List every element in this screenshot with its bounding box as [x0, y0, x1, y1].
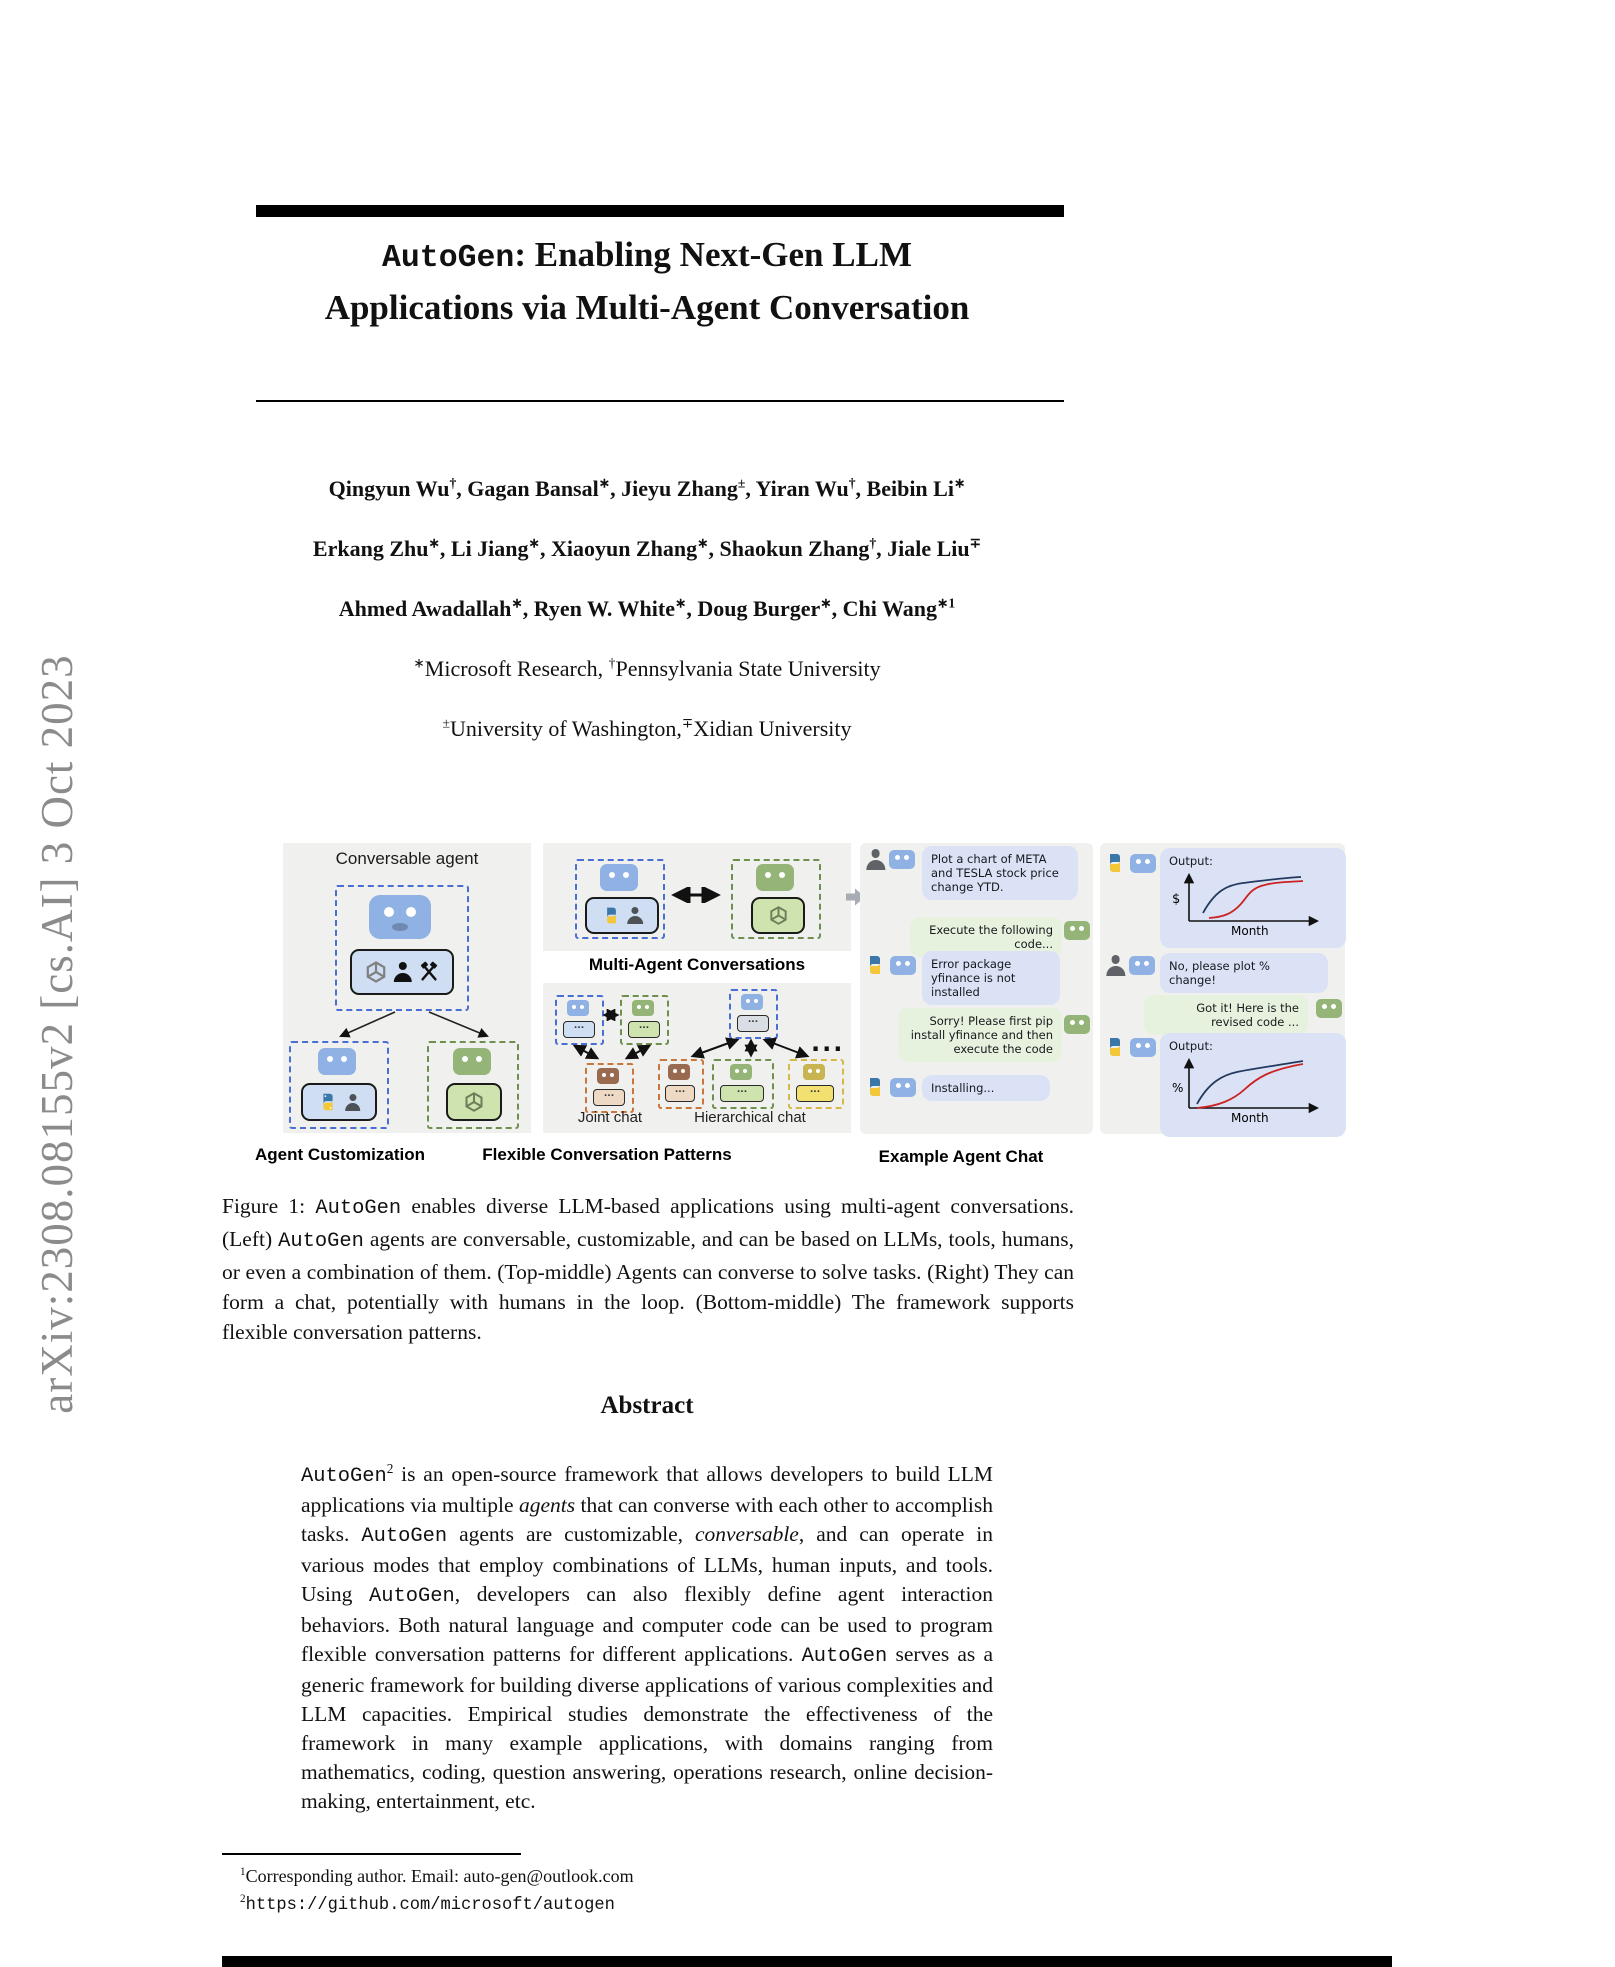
chat-bubble-output — [1160, 848, 1346, 948]
figure-1-caption: Figure 1: AutoGen enables diverse LLM-based applications using multi-agent conversations. (Left) AutoGen agents are conversable, customizable, and can be based on LLMs, tools, humans, or even a combination of them. (Top-middle) Agents can converse to solve tasks. (Right) They can form a chat, potentially with humans in the loop. (Bottom-middle) The framework supports flexible conversation patterns. — [222, 1194, 1075, 1344]
openai-icon — [364, 960, 388, 984]
chat-panel-left — [860, 843, 1093, 1134]
robot-icon-green — [730, 1064, 752, 1080]
robot-icon-blue — [741, 994, 763, 1010]
human-icon — [344, 1094, 361, 1111]
mini-badge: ... — [665, 1085, 695, 1102]
percent-chart — [1169, 1054, 1329, 1124]
capability-badge — [446, 1083, 502, 1121]
python-icon — [1103, 1035, 1127, 1059]
mini-badge: ... — [737, 1015, 769, 1032]
robot-icon-green — [756, 864, 794, 891]
robot-icon-green — [632, 1000, 654, 1016]
joint-chat-arrows — [563, 1043, 663, 1061]
stock-chart — [1169, 869, 1329, 937]
chat-bubble: Error package yfinance is not installed — [922, 951, 1060, 1005]
next-page-rule — [222, 1956, 1392, 1967]
python-icon — [1103, 851, 1127, 875]
author-line-3: Ahmed Awadallah∗, Ryen W. White∗, Doug Burger∗, Chi Wang$^{∗1}$ — [338, 595, 956, 621]
x-axis-label: Month — [1231, 1111, 1269, 1124]
mini-agent-blue — [729, 989, 778, 1039]
agent-box-userproxy — [575, 859, 665, 939]
robot-icon-blue — [318, 1048, 356, 1075]
tools-icon — [418, 961, 440, 983]
python-icon — [863, 953, 887, 977]
user-icon — [1105, 955, 1126, 976]
agent-box-userproxy — [289, 1041, 389, 1129]
openai-icon — [768, 905, 789, 926]
arxiv-stamp: arXiv:2308.08155v2 [cs.AI] 3 Oct 2023 — [32, 654, 82, 1414]
human-icon — [627, 907, 644, 924]
message-avatars — [863, 1075, 916, 1099]
y-axis-label: $ — [1172, 892, 1181, 907]
bidirectional-arrow — [667, 887, 725, 903]
mini-agent-green — [620, 995, 669, 1045]
figure-1 — [283, 843, 1345, 1135]
openai-icon — [463, 1091, 485, 1113]
author-line-2: Erkang Zhu∗, Li Jiang∗, Xiaoyun Zhang∗, Shaokun Zhang†, Jiale Liu∓ — [312, 535, 982, 561]
message-avatars — [1103, 851, 1156, 875]
robot-icon-brown — [597, 1068, 619, 1084]
paper-title-line1: AutoGen: Enabling Next-Gen LLM — [382, 235, 912, 276]
mini-agent-brown — [658, 1059, 704, 1109]
agent-box-main — [335, 885, 469, 1011]
joint-chat-label: Joint chat — [577, 1109, 643, 1126]
hierarchical-chat-label: Hierarchical chat — [694, 1109, 806, 1126]
capability-badge — [301, 1083, 377, 1121]
y-axis-label: % — [1172, 1081, 1184, 1095]
chat-bubble: Sorry! Please first pip install yfinance and then execute the code — [898, 1008, 1062, 1062]
chat-bubble: Got it! Here is the revised code ... — [1144, 995, 1308, 1035]
example-agent-chat-caption: Example Agent Chat — [878, 1147, 1044, 1166]
mini-badge: ... — [720, 1085, 764, 1102]
message-avatars — [1105, 955, 1155, 976]
mini-badge: ... — [563, 1021, 595, 1038]
top-rule — [256, 205, 1064, 217]
agent-customization-caption: Agent Customization — [255, 1145, 425, 1164]
message-avatars — [865, 849, 915, 870]
hierarchical-chat-arrows — [671, 1037, 831, 1059]
assistant-robot-icon — [1130, 1038, 1156, 1057]
robot-icon-blue — [600, 864, 638, 891]
paper-title-line2: Applications via Multi-Agent Conversation — [324, 288, 970, 327]
footnote-2[interactable]: $^2$https://github.com/microsoft/autogen — [240, 1893, 615, 1915]
abstract-heading: Abstract — [600, 1392, 694, 1419]
chat-bubble-output — [1160, 1033, 1346, 1137]
python-icon — [317, 1091, 339, 1113]
robot-icon-green — [453, 1048, 491, 1075]
robot-icon-blue — [369, 895, 431, 939]
panel-conversation-patterns — [543, 983, 851, 1133]
paper-title — [222, 230, 1072, 332]
agent-box-assistant — [731, 859, 821, 939]
flexible-patterns-caption: Flexible Conversation Patterns — [482, 1145, 732, 1164]
title-rule — [256, 400, 1064, 402]
assistant-robot-icon — [890, 956, 916, 975]
robot-icon-yellow — [803, 1064, 825, 1080]
mini-agent-brown — [585, 1063, 634, 1113]
assistant-robot-icon — [1064, 921, 1090, 940]
assistant-robot-icon — [1064, 1015, 1090, 1034]
mini-agent-yellow — [788, 1059, 844, 1109]
capability-badge — [350, 949, 454, 995]
chat-bubble: Execute the following code... — [910, 917, 1062, 957]
affiliation-line-1: ∗Microsoft Research, †Pennsylvania State University — [413, 655, 881, 681]
assistant-robot-icon — [1129, 956, 1155, 975]
mini-badge: ... — [593, 1089, 625, 1106]
assistant-robot-icon — [890, 1078, 916, 1097]
robot-icon-brown — [668, 1064, 690, 1080]
user-icon — [865, 849, 886, 870]
author-line-1: Qingyun Wu†, Gagan Bansal∗, Jieyu Zhang±, Yiran Wu†, Beibin Li∗ — [328, 475, 966, 501]
panel-multi-agent — [543, 843, 851, 951]
mini-agent-green — [712, 1059, 774, 1109]
capability-badge — [585, 897, 659, 934]
mini-badge: ... — [628, 1021, 660, 1038]
chat-panel-right — [1100, 843, 1345, 1134]
python-icon — [863, 1075, 887, 1099]
python-icon — [601, 905, 622, 926]
conversable-agent-label: Conversable agent — [335, 849, 479, 868]
x-axis-label: Month — [1231, 924, 1269, 937]
affiliation-line-2: ±University of Washington,∓Xidian University — [442, 715, 852, 741]
mini-badge: ... — [796, 1085, 834, 1102]
chat-bubble: Installing... — [922, 1075, 1050, 1101]
abstract-body: AutoGen$^2$ is an open-source framework that allows developers to build LLM applications via multiple agents that can converse with each other to accomplish tasks. AutoGen agents are customizable, conversable, and can operate in various modes that employ combinations of LLMs, human inputs, and tools. Using AutoGen, developers can also flexibly define agent interaction behaviors. Both natural language and computer code can be used to program flexible conversation patterns for different applications. AutoGen serves as a generic framework for building diverse applications of various complexities and LLM capacities. Empirical studies demonstrate the effectiveness of the framework in many example applications, with domains ranging from mathematics, coding, question answering, operations research, online decision-making, entertainment, etc. — [301, 1460, 993, 1813]
chat-bubble: No, please plot % change! — [1160, 953, 1328, 993]
multi-agent-conversations-label: Multi-Agent Conversations — [588, 955, 806, 974]
output-label: Output: — [1169, 1039, 1213, 1053]
message-avatars — [1103, 1035, 1156, 1059]
message-avatars — [863, 953, 916, 977]
more-patterns-ellipsis: ... — [811, 1029, 845, 1057]
output-label: Output: — [1169, 854, 1213, 868]
agent-box-assistant — [427, 1041, 519, 1129]
assistant-robot-icon — [889, 850, 915, 869]
panel-agent-customization — [283, 843, 531, 1133]
assistant-robot-icon — [1316, 999, 1342, 1018]
human-icon — [393, 962, 413, 982]
capability-badge — [751, 897, 805, 934]
footnote-rule — [222, 1853, 521, 1855]
customization-arrows — [283, 1009, 531, 1041]
footnote-1: $^1$Corresponding author. Email: auto-gen@outlook.com — [240, 1866, 634, 1886]
robot-icon-blue — [567, 1000, 589, 1016]
bidirectional-arrow — [600, 1009, 622, 1021]
mini-agent-blue — [555, 995, 604, 1045]
chat-bubble: Plot a chart of META and TESLA stock price change YTD. — [922, 846, 1078, 900]
assistant-robot-icon — [1130, 854, 1156, 873]
